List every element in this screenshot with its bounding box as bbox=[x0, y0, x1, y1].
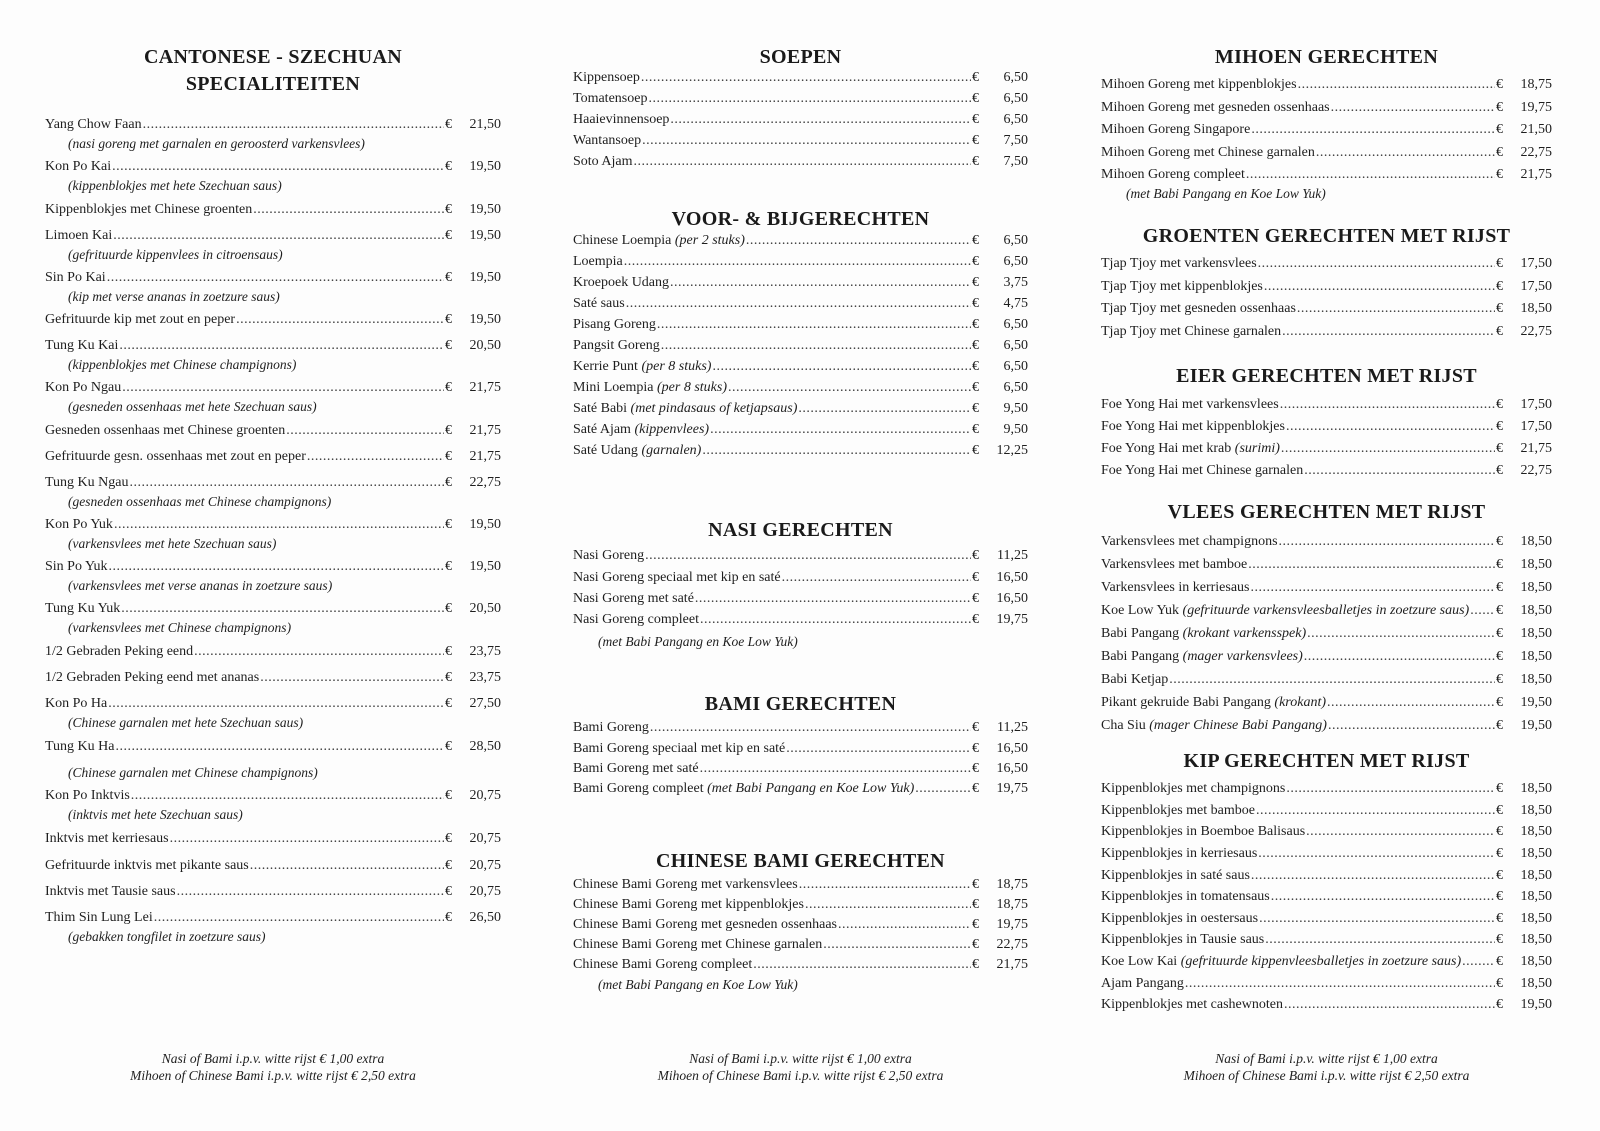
item-price: 22,75 bbox=[1520, 463, 1552, 478]
menu-item: Tung Ku Ha ..... € 28,50 (Chinese garnalen met Chinese champignons) bbox=[45, 737, 501, 781]
section-title-nasi: NASI GERECHTEN bbox=[708, 519, 893, 541]
item-description: (gefrituurde kippenvlees in citroensaus) bbox=[68, 247, 283, 262]
item-price: 22,75 bbox=[1520, 324, 1552, 339]
menu-item: Kroepoek Udang ..... € 3,75 bbox=[573, 273, 1028, 293]
item-price: 18,50 bbox=[1520, 301, 1552, 316]
item-price: 16,50 bbox=[996, 741, 1028, 756]
menu-item: Koe Low Yuk (gefrituurde varkensvleesballetjes in zoetzure saus) ..... € 18,50 bbox=[1101, 601, 1552, 621]
menu-item: Pangsit Goreng ..... € 6,50 bbox=[573, 336, 1028, 356]
menu-item: Kon Po Ngau ..... € 21,75 (gesneden ossenhaas met hete Szechuan saus) bbox=[45, 378, 501, 415]
section-title-vlees: VLEES GERECHTEN MET RIJST bbox=[1167, 501, 1486, 523]
item-price: 20,75 bbox=[469, 858, 501, 873]
menu-item: Limoen Kai ..... € 19,50 (gefrituurde kippenvlees in citroensaus) bbox=[45, 226, 501, 263]
extras-note: Nasi of Bami i.p.v. witte rijst € 1,00 extra Mihoen of Chinese Bami i.p.v. witte rijst € 2,50 extra bbox=[657, 1051, 944, 1083]
section-title-mihoen: MIHOEN GERECHTEN bbox=[1214, 46, 1439, 68]
menu-item: Sin Po Kai ..... € 19,50 (kip met verse ananas in zoetzure saus) bbox=[45, 268, 501, 305]
item-price: 18,50 bbox=[1520, 846, 1552, 861]
item-price: 21,75 bbox=[469, 380, 501, 395]
item-price: 18,50 bbox=[1520, 672, 1552, 687]
menu-item: Loempia ..... € 6,50 bbox=[573, 252, 1028, 272]
item-price: 27,50 bbox=[469, 696, 501, 711]
item-description: (gebakken tongfilet in zoetzure saus) bbox=[68, 929, 266, 944]
item-price: 21,75 bbox=[996, 957, 1028, 972]
item-price: 12,25 bbox=[996, 443, 1028, 458]
menu-item: Yang Chow Faan ..... € 21,50 (nasi goreng met garnalen en geroosterd varkensvlees) bbox=[45, 115, 501, 152]
menu-item: Kippenblokjes in kerriesaus ..... € 18,50 bbox=[1101, 844, 1552, 864]
menu-item: Chinese Bami Goreng compleet ..... € 21,75 (met Babi Pangang en Koe Low Yuk) bbox=[573, 955, 1028, 993]
item-price: 18,50 bbox=[1520, 976, 1552, 991]
menu-item: Foe Yong Hai met krab (surimi) ..... € 21,75 bbox=[1101, 439, 1552, 459]
extras-note: Nasi of Bami i.p.v. witte rijst € 1,00 extra Mihoen of Chinese Bami i.p.v. witte rijst € 2,50 extra bbox=[130, 1051, 416, 1083]
item-price: 18,50 bbox=[1520, 868, 1552, 883]
menu-item: Tung Ku Ngau ..... € 22,75 (gesneden ossenhaas met Chinese champignons) bbox=[45, 473, 501, 510]
item-description: (varkensvlees met verse ananas in zoetzure saus) bbox=[68, 578, 333, 593]
item-price: 16,50 bbox=[996, 591, 1028, 606]
section-title-kip: KIP GERECHTEN MET RIJST bbox=[1183, 750, 1470, 772]
item-price: 18,50 bbox=[1520, 557, 1552, 572]
item-price: 7,50 bbox=[1003, 154, 1028, 169]
item-price: 18,50 bbox=[1520, 649, 1552, 664]
menu-item: Foe Yong Hai met varkensvlees ..... € 17,50 bbox=[1101, 395, 1552, 415]
item-price: 19,50 bbox=[1520, 718, 1552, 733]
section-title-cantonese-szechuan: CANTONESE - SZECHUAN SPECIALITEITEN bbox=[144, 46, 402, 95]
menu-item: Tjap Tjoy met kippenblokjes ..... € 17,50 bbox=[1101, 277, 1552, 297]
menu-item: Bami Goreng compleet (met Babi Pangang en Koe Low Yuk) ..... € 19,75 bbox=[573, 779, 1028, 799]
menu-item: Kon Po Yuk ..... € 19,50 (varkensvlees met hete Szechuan saus) bbox=[45, 515, 501, 552]
item-description: (inktvis met hete Szechuan saus) bbox=[68, 807, 243, 822]
menu-item: Nasi Goreng ..... € 11,25 bbox=[573, 546, 1028, 566]
item-description: (nasi goreng met garnalen en geroosterd varkensvlees) bbox=[68, 136, 365, 151]
menu-item: Saté Udang (garnalen) ..... € 12,25 bbox=[573, 441, 1028, 461]
item-price: 21,75 bbox=[469, 449, 501, 464]
item-price: 6,50 bbox=[1003, 338, 1028, 353]
menu-item: Chinese Bami Goreng met gesneden ossenhaas ..... € 19,75 bbox=[573, 915, 1028, 935]
menu-item: 1/2 Gebraden Peking eend met ananas ..... € 23,75 bbox=[45, 668, 501, 688]
menu-item: Kippenblokjes met Chinese groenten ..... € 19,50 bbox=[45, 200, 501, 220]
menu-item: Varkensvlees met bamboe ..... € 18,50 bbox=[1101, 555, 1552, 575]
menu-item: Gefrituurde kip met zout en peper ..... € 19,50 bbox=[45, 310, 501, 330]
menu-item: Wantansoep ..... € 7,50 bbox=[573, 131, 1028, 151]
item-description: (gesneden ossenhaas met Chinese champignons) bbox=[68, 494, 332, 509]
menu-item: Pikant gekruide Babi Pangang (krokant) ..... € 19,50 bbox=[1101, 693, 1552, 713]
item-description: (kippenblokjes met hete Szechuan saus) bbox=[68, 178, 282, 193]
menu-item: Mihoen Goreng met kippenblokjes ..... € 18,75 bbox=[1101, 75, 1552, 95]
menu-item: Gefrituurde gesn. ossenhaas met zout en peper ..... € 21,75 bbox=[45, 447, 501, 467]
item-price: 6,50 bbox=[1003, 112, 1028, 127]
item-price: 7,50 bbox=[1003, 133, 1028, 148]
item-price: 17,50 bbox=[1520, 256, 1552, 271]
menu-item: Varkensvlees met champignons ..... € 18,50 bbox=[1101, 532, 1552, 552]
section-title-soepen: SOEPEN bbox=[759, 46, 842, 68]
menu-item: Bami Goreng ..... € 11,25 bbox=[573, 718, 1028, 738]
item-price: 19,50 bbox=[469, 202, 501, 217]
menu-item: Kippenblokjes met bamboe ..... € 18,50 bbox=[1101, 801, 1552, 821]
item-description: (gesneden ossenhaas met hete Szechuan saus) bbox=[68, 399, 317, 414]
menu-item: Babi Ketjap ..... € 18,50 bbox=[1101, 670, 1552, 690]
menu-item: Inktvis met kerriesaus ..... € 20,75 bbox=[45, 829, 501, 849]
item-price: 26,50 bbox=[469, 910, 501, 925]
menu-item: Soto Ajam ..... € 7,50 bbox=[573, 152, 1028, 172]
item-price: 19,50 bbox=[469, 559, 501, 574]
item-price: 21,50 bbox=[1520, 122, 1552, 137]
menu-item: Kippenblokjes met champignons ..... € 18,50 bbox=[1101, 779, 1552, 799]
item-price: 18,50 bbox=[1520, 911, 1552, 926]
menu-item: Saté saus ..... € 4,75 bbox=[573, 294, 1028, 314]
item-description: (met Babi Pangang en Koe Low Yuk) bbox=[1126, 186, 1326, 201]
menu-item: Koe Low Kai (gefrituurde kippenvleesballetjes in zoetzure saus) ..... € 18,50 bbox=[1101, 952, 1552, 972]
item-description: (kippenblokjes met Chinese champignons) bbox=[68, 357, 297, 372]
menu-item: Babi Pangang (krokant varkensspek) ..... € 18,50 bbox=[1101, 624, 1552, 644]
item-price: 6,50 bbox=[1003, 254, 1028, 269]
menu-item: Foe Yong Hai met kippenblokjes ..... € 17,50 bbox=[1101, 417, 1552, 437]
item-price: 19,75 bbox=[996, 781, 1028, 796]
item-price: 19,75 bbox=[996, 917, 1028, 932]
item-price: 20,75 bbox=[469, 884, 501, 899]
menu-item: Saté Ajam (kippenvlees) ..... € 9,50 bbox=[573, 420, 1028, 440]
item-price: 21,75 bbox=[1520, 167, 1552, 182]
item-price: 6,50 bbox=[1003, 317, 1028, 332]
item-description: (met Babi Pangang en Koe Low Yuk) bbox=[598, 977, 798, 992]
menu-item: Kerrie Punt (per 8 stuks) ..... € 6,50 bbox=[573, 357, 1028, 377]
item-price: 19,50 bbox=[469, 517, 501, 532]
menu-item: Mihoen Goreng Singapore ..... € 21,50 bbox=[1101, 120, 1552, 140]
menu-item: Mihoen Goreng met gesneden ossenhaas ..... € 19,75 bbox=[1101, 98, 1552, 118]
item-price: 9,50 bbox=[1003, 401, 1028, 416]
menu-item: Tung Ku Yuk ..... € 20,50 (varkensvlees met Chinese champignons) bbox=[45, 599, 501, 636]
menu-item: Chinese Loempia (per 2 stuks) ..... € 6,50 bbox=[573, 231, 1028, 251]
menu-item: Kippenblokjes met cashewnoten ..... € 19,50 bbox=[1101, 995, 1552, 1015]
item-price: 18,50 bbox=[1520, 781, 1552, 796]
item-price: 20,75 bbox=[469, 788, 501, 803]
menu-item: Kon Po Kai ..... € 19,50 (kippenblokjes met hete Szechuan saus) bbox=[45, 157, 501, 194]
menu-item: Mihoen Goreng met Chinese garnalen ..... € 22,75 bbox=[1101, 143, 1552, 163]
item-price: 17,50 bbox=[1520, 419, 1552, 434]
menu-item: Thim Sin Lung Lei ..... € 26,50 (gebakken tongfilet in zoetzure saus) bbox=[45, 908, 501, 945]
menu-item: Mihoen Goreng compleet ..... € 21,75 (met Babi Pangang en Koe Low Yuk) bbox=[1101, 165, 1552, 202]
menu-item: Gesneden ossenhaas met Chinese groenten ..... € 21,75 bbox=[45, 421, 501, 441]
item-price: 11,25 bbox=[997, 720, 1028, 735]
menu-item: Varkensvlees in kerriesaus ..... € 18,50 bbox=[1101, 578, 1552, 598]
item-price: 19,50 bbox=[1520, 695, 1552, 710]
item-price: 18,50 bbox=[1520, 954, 1552, 969]
item-price: 21,75 bbox=[1520, 441, 1552, 456]
section-title-groenten: GROENTEN GERECHTEN MET RIJST bbox=[1142, 225, 1511, 247]
menu-column-specialties bbox=[45, 0, 501, 1131]
item-price: 20,50 bbox=[469, 601, 501, 616]
menu-item: Bami Goreng speciaal met kip en saté ..... € 16,50 bbox=[573, 739, 1028, 759]
item-description: (varkensvlees met hete Szechuan saus) bbox=[68, 536, 277, 551]
item-price: 18,50 bbox=[1520, 932, 1552, 947]
item-price: 19,50 bbox=[469, 312, 501, 327]
section-title-eier: EIER GERECHTEN MET RIJST bbox=[1176, 365, 1477, 387]
menu-item: Chinese Bami Goreng met varkensvlees ..... € 18,75 bbox=[573, 875, 1028, 895]
item-price: 19,50 bbox=[1520, 997, 1552, 1012]
extras-note: Nasi of Bami i.p.v. witte rijst € 1,00 extra Mihoen of Chinese Bami i.p.v. witte rijst € 2,50 extra bbox=[1183, 1051, 1470, 1083]
item-price: 6,50 bbox=[1003, 380, 1028, 395]
menu-item: Tung Ku Kai ..... € 20,50 (kippenblokjes met Chinese champignons) bbox=[45, 336, 501, 373]
item-price: 22,75 bbox=[469, 475, 501, 490]
menu-item: Pisang Goreng ..... € 6,50 bbox=[573, 315, 1028, 335]
item-price: 23,75 bbox=[469, 670, 501, 685]
item-price: 18,75 bbox=[1520, 77, 1552, 92]
item-price: 18,50 bbox=[1520, 534, 1552, 549]
menu-item: Bami Goreng met saté ..... € 16,50 bbox=[573, 759, 1028, 779]
item-price: 18,50 bbox=[1520, 824, 1552, 839]
item-price: 19,50 bbox=[469, 159, 501, 174]
menu-item: Kippenblokjes in Tausie saus ..... € 18,50 bbox=[1101, 930, 1552, 950]
item-price: 22,75 bbox=[996, 937, 1028, 952]
item-price: 19,75 bbox=[1520, 100, 1552, 115]
item-description: (kip met verse ananas in zoetzure saus) bbox=[68, 289, 280, 304]
item-price: 17,50 bbox=[1520, 279, 1552, 294]
item-price: 16,50 bbox=[996, 570, 1028, 585]
item-price: 6,50 bbox=[1003, 233, 1028, 248]
item-price: 6,50 bbox=[1003, 70, 1028, 85]
menu-item: Mini Loempia (per 8 stuks) ..... € 6,50 bbox=[573, 378, 1028, 398]
item-price: 28,50 bbox=[469, 739, 501, 754]
menu-item: Babi Pangang (mager varkensvlees) ..... € 18,50 bbox=[1101, 647, 1552, 667]
item-price: 19,50 bbox=[469, 228, 501, 243]
item-price: 3,75 bbox=[1003, 275, 1028, 290]
item-price: 21,50 bbox=[469, 117, 501, 132]
menu-item: Tjap Tjoy met Chinese garnalen ..... € 22,75 bbox=[1101, 322, 1552, 342]
section-title-chinese-bami: CHINESE BAMI GERECHTEN bbox=[656, 850, 945, 872]
menu-item: Tomatensoep ..... € 6,50 bbox=[573, 89, 1028, 109]
item-price: 16,50 bbox=[996, 761, 1028, 776]
item-description: (Chinese garnalen met Chinese champignons) bbox=[68, 765, 318, 780]
menu-item: Saté Babi (met pindasaus of ketjapsaus) ..... € 9,50 bbox=[573, 399, 1028, 419]
menu-item: Cha Siu (mager Chinese Babi Pangang) ..... € 19,50 bbox=[1101, 716, 1552, 736]
menu-item: Kippenblokjes in oestersaus ..... € 18,50 bbox=[1101, 909, 1552, 929]
menu-item: Chinese Bami Goreng met Chinese garnalen ..... € 22,75 bbox=[573, 935, 1028, 955]
menu-item: Kippensoep ..... € 6,50 bbox=[573, 68, 1028, 88]
menu-item: Inktvis met Tausie saus ..... € 20,75 bbox=[45, 882, 501, 902]
item-price: 6,50 bbox=[1003, 91, 1028, 106]
item-price: 23,75 bbox=[469, 644, 501, 659]
menu-item: Kon Po Inktvis ..... € 20,75 (inktvis met hete Szechuan saus) bbox=[45, 786, 501, 823]
item-description: (Chinese garnalen met hete Szechuan saus) bbox=[68, 715, 304, 730]
menu-item: Nasi Goreng compleet ..... € 19,75 (met Babi Pangang en Koe Low Yuk) bbox=[573, 610, 1028, 650]
menu-item: Ajam Pangang ..... € 18,50 bbox=[1101, 974, 1552, 994]
menu-column-right bbox=[1101, 0, 1552, 1131]
menu-column-middle bbox=[573, 0, 1028, 1131]
menu-item: Tjap Tjoy met gesneden ossenhaas ..... € 18,50 bbox=[1101, 299, 1552, 319]
item-price: 18,75 bbox=[996, 877, 1028, 892]
menu-item: Tjap Tjoy met varkensvlees ..... € 17,50 bbox=[1101, 254, 1552, 274]
item-price: 18,50 bbox=[1520, 603, 1552, 618]
item-price: 4,75 bbox=[1003, 296, 1028, 311]
item-price: 19,50 bbox=[469, 270, 501, 285]
item-price: 18,50 bbox=[1520, 803, 1552, 818]
item-description: (met Babi Pangang en Koe Low Yuk) bbox=[598, 634, 798, 649]
menu-item: Kon Po Ha ..... € 27,50 (Chinese garnalen met hete Szechuan saus) bbox=[45, 694, 501, 731]
menu-item: Chinese Bami Goreng met kippenblokjes ..... € 18,75 bbox=[573, 895, 1028, 915]
item-price: 18,50 bbox=[1520, 580, 1552, 595]
item-price: 18,50 bbox=[1520, 626, 1552, 641]
item-description: (varkensvlees met Chinese champignons) bbox=[68, 620, 292, 635]
menu-item: Foe Yong Hai met Chinese garnalen ..... € 22,75 bbox=[1101, 461, 1552, 481]
menu-item: Kippenblokjes in tomatensaus ..... € 18,50 bbox=[1101, 887, 1552, 907]
item-price: 19,75 bbox=[996, 612, 1028, 627]
item-price: 22,75 bbox=[1520, 145, 1552, 160]
menu-item: Kippenblokjes in saté saus ..... € 18,50 bbox=[1101, 866, 1552, 886]
menu-item: Gefrituurde inktvis met pikante saus ..... € 20,75 bbox=[45, 856, 501, 876]
item-price: 18,50 bbox=[1520, 889, 1552, 904]
item-price: 18,75 bbox=[996, 897, 1028, 912]
section-title-voorgerechten: VOOR- & BIJGERECHTEN bbox=[671, 208, 930, 230]
item-price: 17,50 bbox=[1520, 397, 1552, 412]
section-title-bami: BAMI GERECHTEN bbox=[704, 693, 897, 715]
menu-item: Nasi Goreng met saté ..... € 16,50 bbox=[573, 589, 1028, 609]
menu-item: Sin Po Yuk ..... € 19,50 (varkensvlees met verse ananas in zoetzure saus) bbox=[45, 557, 501, 594]
item-price: 6,50 bbox=[1003, 359, 1028, 374]
menu-item: 1/2 Gebraden Peking eend ..... € 23,75 bbox=[45, 642, 501, 662]
item-price: 21,75 bbox=[469, 423, 501, 438]
item-price: 9,50 bbox=[1003, 422, 1028, 437]
menu-item: Kippenblokjes in Boemboe Balisaus ..... € 18,50 bbox=[1101, 822, 1552, 842]
item-price: 20,75 bbox=[469, 831, 501, 846]
item-price: 11,25 bbox=[997, 548, 1028, 563]
menu-item: Haaievinnensoep ..... € 6,50 bbox=[573, 110, 1028, 130]
item-price: 20,50 bbox=[469, 338, 501, 353]
menu-item: Nasi Goreng speciaal met kip en saté ..... € 16,50 bbox=[573, 568, 1028, 588]
